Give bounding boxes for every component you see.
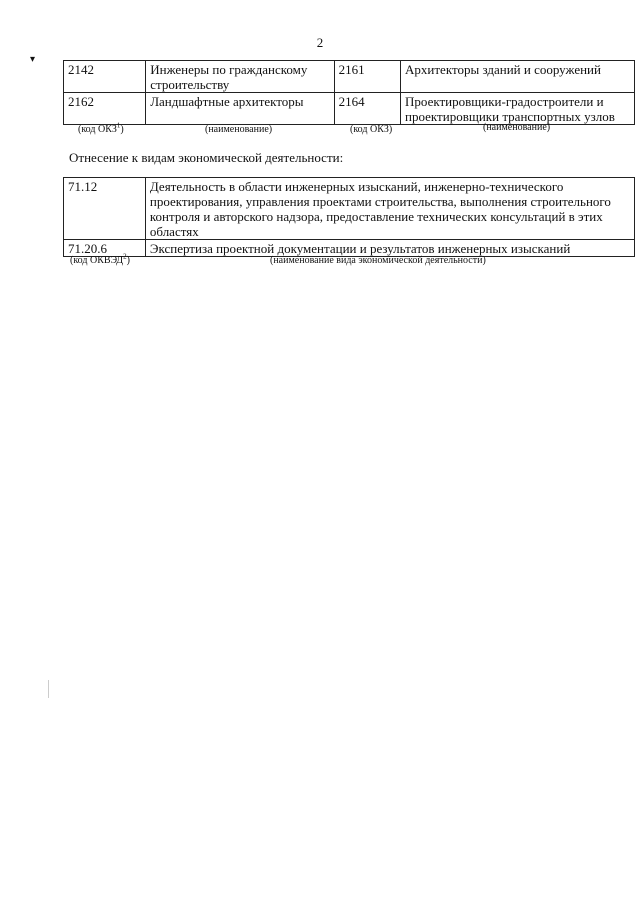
scan-mark: ▾ [30,54,36,65]
okz-name-caption: (наименование) [205,124,273,135]
section-heading: Отнесение к видам экономической деятельности: [69,150,344,165]
okved-name-caption: (наименование вида экономической деятельности) [270,255,486,266]
okz-code-cell: 2164 [334,93,400,125]
okz-code-cell: 2162 [64,93,146,125]
okved-name-cell: Деятельность в области инженерных изысканий, инженерно-технического проектирования, управления проектами строительства, выполнения строительного контроля и авторского надзора, предоставление технических консультаций в этих областях [145,178,634,240]
okz-code-caption: (код ОКЗ$^1$) [78,121,124,135]
okz-name-cell: Ландшафтные архитекторы [146,93,334,125]
okved-code-cell: 71.12 [64,178,146,240]
table-row [64,61,635,93]
scan-artifact-line [48,680,49,698]
okved-code-cell: 71.20.6 [64,240,146,257]
okz-code-caption: (код ОКЗ) [350,124,393,135]
okz-name-cell: Проектировщики-градостроители и проектировщики транспортных узлов [401,93,635,125]
table-row [64,240,635,257]
okz-name-caption: (наименование) [483,122,551,133]
table-row [64,93,635,125]
okz-table [63,60,635,125]
okz-code-cell: 2142 [64,61,146,93]
okved-name-cell: Экспертиза проектной документации и результатов инженерных изысканий [145,240,634,257]
okz-code-cell: 2161 [334,61,400,93]
table-row [64,178,635,240]
okved-table [63,177,635,257]
page-number: 2 [316,35,324,50]
okz-name-cell: Архитекторы зданий и сооружений [401,61,635,93]
okz-name-cell: Инженеры по гражданскому строительству [146,61,334,93]
okved-code-caption: (код ОКВЭД$^2$) [70,252,130,266]
